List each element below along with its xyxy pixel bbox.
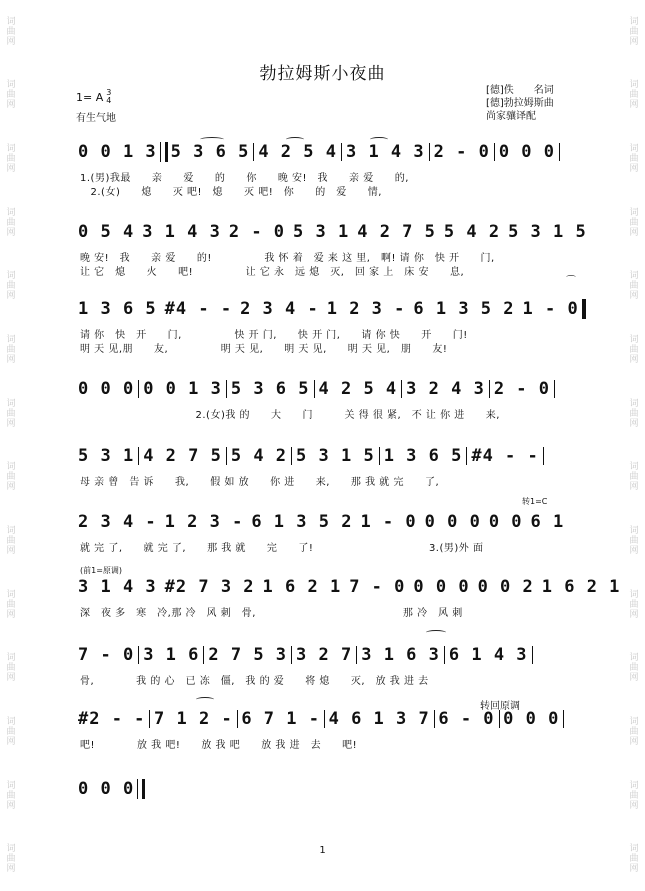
- barline: [203, 646, 204, 664]
- measure: 0 0 0: [424, 512, 481, 532]
- measure: 0 0 0: [413, 577, 470, 597]
- barline: [324, 710, 325, 728]
- measure: 1 2 3 -: [326, 299, 406, 319]
- barline: [559, 143, 560, 161]
- barline: [563, 710, 564, 728]
- measure: 0 0 1 3: [78, 142, 157, 162]
- barline: [291, 646, 292, 664]
- measure: 4 2 5 4: [258, 142, 337, 162]
- measure: 5 3 6 5: [170, 142, 250, 162]
- modulation-mark: 转回原调: [480, 701, 520, 712]
- watermark: 词 曲 网: [6, 144, 16, 175]
- lyric-line: 请 你 快 开 门, 快 开 门, 快 开 门, 请 你 快 开 门!: [80, 330, 468, 341]
- measure: 4 2 7 5: [143, 446, 222, 466]
- barline: [356, 646, 357, 664]
- measure: 1 - 0: [522, 299, 579, 319]
- measure: 5 3 1: [293, 222, 350, 242]
- measure: 1 3 6 5: [78, 299, 157, 319]
- barline: [489, 380, 490, 398]
- lyric-line: 吧! 放 我 吧! 放 我 吧 放 我 进 去 吧!: [80, 740, 358, 751]
- barline: [379, 447, 380, 465]
- watermark: 词 曲 网: [629, 335, 639, 366]
- barline: [429, 143, 430, 161]
- measure: 7 - 0: [78, 645, 135, 665]
- watermark: 词 曲 网: [6, 525, 16, 556]
- barline: [138, 447, 139, 465]
- composer-credit: [德]勃拉姆斯曲: [486, 98, 554, 109]
- end-barline: [582, 299, 586, 319]
- measure: 3 2 4 3: [406, 379, 485, 399]
- barline: [226, 447, 227, 465]
- lyric-line: 深 夜 多 寒 冷,那 冷 风 刺 骨, 那 冷 风 刺: [80, 608, 463, 619]
- right-watermark-strip: [623, 0, 645, 891]
- watermark: 词 曲 网: [629, 80, 639, 111]
- measure: 1 - 0: [360, 512, 417, 532]
- key-signature: [76, 89, 111, 105]
- translator-credit: 尚家骧译配: [486, 111, 536, 122]
- watermark: 词 曲 网: [6, 653, 16, 684]
- barline: [149, 710, 150, 728]
- lyric-line: 2.(女) 熄 灭 吧! 熄 灭 吧! 你 的 爱 情,: [80, 187, 382, 198]
- measure: 0 0 1 3: [143, 379, 222, 399]
- score-row: [78, 447, 568, 465]
- measure: #2 - -: [78, 709, 146, 729]
- slur-mark: [200, 137, 224, 142]
- measure: 6 1 3 5 2: [251, 512, 353, 532]
- watermark: 词 曲 网: [6, 589, 16, 620]
- measure: 7 - 0: [349, 577, 406, 597]
- lyric-line: 母 亲 曾 告 诉 我, 假 如 放 你 进 来, 那 我 就 完 了,: [80, 477, 440, 488]
- measure: 0 5 4: [78, 222, 135, 242]
- measure: 2 - 0: [433, 142, 490, 162]
- barline: [466, 447, 467, 465]
- watermark: 词 曲 网: [629, 16, 639, 47]
- measure: 5 4 2: [443, 222, 501, 242]
- watermark: 词 曲 网: [629, 653, 639, 684]
- watermark: 词 曲 网: [6, 716, 16, 747]
- time-top: 3: [106, 88, 112, 97]
- time-bottom: 4: [106, 96, 112, 105]
- lyric-line: 1.(男)我最 亲 爱 的 你 晚 安! 我 亲 爱 的,: [80, 173, 409, 184]
- watermark: 词 曲 网: [6, 780, 16, 811]
- score-row: [78, 577, 621, 597]
- barline: [401, 380, 402, 398]
- measure: 6 - 0: [438, 709, 495, 729]
- measure: 2 - 0: [493, 379, 550, 399]
- measure: 1 6 2 1: [541, 577, 621, 597]
- measure: 4 2 7 5: [357, 222, 436, 242]
- end-barline: [137, 779, 145, 799]
- measure: 1 2 3 -: [164, 512, 244, 532]
- watermark: 词 曲 网: [6, 335, 16, 366]
- watermark: 词 曲 网: [629, 780, 639, 811]
- lyric-line: 骨, 我 的 心 已 冻 僵, 我 的 爱 将 熄 灭, 放 我 进 去: [80, 676, 429, 687]
- measure: 5 3 1 5: [296, 446, 375, 466]
- barline: [237, 710, 238, 728]
- measure: 3 2 7: [296, 645, 353, 665]
- measure: 2 - 0: [228, 222, 286, 242]
- measure: 4 6 1 3 7: [328, 709, 430, 729]
- measure: 0 0: [488, 512, 523, 532]
- watermark: 词 曲 网: [629, 207, 639, 238]
- measure: 5 3 6 5: [230, 379, 310, 399]
- barline: [138, 646, 139, 664]
- slur-mark: [286, 137, 304, 142]
- credits: [486, 84, 554, 123]
- watermark: 词 曲 网: [629, 716, 639, 747]
- barline: [253, 143, 254, 161]
- watermark: 词 曲 网: [629, 844, 639, 875]
- score-row: [78, 380, 568, 398]
- measure: 5 4 2: [230, 446, 288, 466]
- lyricist-credit: [德]佚 名词: [486, 85, 554, 96]
- measure: 2 7 5 3: [208, 645, 288, 665]
- slur-mark: [426, 630, 446, 635]
- barline: [444, 646, 445, 664]
- left-watermark-strip: [0, 0, 22, 891]
- modulation-mark: 转1=C: [522, 497, 548, 506]
- watermark: 词 曲 网: [6, 271, 16, 302]
- slur-mark: [370, 137, 388, 142]
- measure: 0 0 2: [477, 577, 534, 597]
- measure: 6 7 1 -: [241, 709, 320, 729]
- watermark: 词 曲 网: [629, 144, 639, 175]
- watermark: 词 曲 网: [6, 16, 16, 47]
- score-row: [78, 513, 568, 531]
- slur-mark: [196, 697, 214, 702]
- lyric-line: 让 它 熄 火 吧! 让 它 永 远 熄 灭, 回 家 上 床 安 息,: [80, 267, 465, 278]
- watermark: 词 曲 网: [629, 525, 639, 556]
- key-label: 1= A: [76, 90, 104, 104]
- song-title: 勃拉姆斯小夜曲: [259, 64, 386, 84]
- fermata-icon: ⌒: [566, 276, 576, 287]
- measure: 7 1 2 -: [154, 709, 233, 729]
- measure: 3 1 4 3: [142, 222, 221, 242]
- watermark: 词 曲 网: [6, 462, 16, 493]
- barline: [554, 380, 555, 398]
- measure: 6 1 3 5 2: [413, 299, 515, 319]
- measure: #2 7 3 2: [164, 577, 255, 597]
- measure: 2 3 4 -: [78, 512, 157, 532]
- barline: [434, 710, 435, 728]
- measure: 0 0 0: [78, 779, 135, 799]
- measure: 2 3 4 -: [240, 299, 319, 319]
- measure: 4 2 5 4: [318, 379, 398, 399]
- barline: [291, 447, 292, 465]
- score-row: [78, 780, 568, 798]
- lyric-line: 明 天 见,朋 友, 明 天 见, 明 天 见, 明 天 见, 朋 友!: [80, 344, 448, 355]
- watermark: 词 曲 网: [6, 207, 16, 238]
- watermark: 词 曲 网: [629, 589, 639, 620]
- measure: 3 1 4 3: [345, 142, 425, 162]
- watermark: 词 曲 网: [629, 462, 639, 493]
- watermark: 词 曲 网: [6, 844, 16, 875]
- lyric-line: 就 完 了, 就 完 了, 那 我 就 完 了! 3.(男)外 面: [80, 543, 484, 554]
- barline: [494, 143, 495, 161]
- measure: #4 - -: [471, 446, 539, 466]
- barline: [341, 143, 342, 161]
- barline: [226, 380, 227, 398]
- score-row: [78, 646, 568, 664]
- tempo-marking: 有生气地: [76, 113, 116, 124]
- measure: 0 0 0: [78, 379, 135, 399]
- barline: [314, 380, 315, 398]
- measure: #4 - -: [164, 299, 233, 319]
- score-row: [78, 299, 579, 319]
- measure: 3 1 6: [143, 645, 200, 665]
- measure: 3 1 4 3: [78, 577, 157, 597]
- score-row: [78, 222, 587, 242]
- time-signature: [106, 89, 111, 105]
- measure: 5 3 1: [78, 446, 135, 466]
- measure: 6 1: [530, 512, 565, 532]
- score-row: [78, 710, 568, 728]
- measure: 1 6 2 1: [262, 577, 342, 597]
- measure: 6 1 4 3: [448, 645, 528, 665]
- barline: [160, 142, 168, 162]
- measure: 3 1 6 3: [361, 645, 440, 665]
- watermark: 词 曲 网: [629, 271, 639, 302]
- measure: 0 0 0: [503, 709, 560, 729]
- lyric-line: 晚 安! 我 亲 爱 的! 我 怀 着 爱 来 这 里, 啊! 请 你 快 开 门,: [80, 253, 495, 264]
- score-row: [78, 143, 568, 161]
- measure: 0 0 0: [498, 142, 555, 162]
- watermark: 词 曲 网: [629, 398, 639, 429]
- measure: 1 3 6 5: [383, 446, 463, 466]
- lyric-line: 2.(女)我 的 大 门 关 得 很 紧, 不 让 你 进 来,: [80, 410, 500, 421]
- barline: [499, 710, 500, 728]
- watermark: 词 曲 网: [6, 398, 16, 429]
- watermark: 词 曲 网: [6, 80, 16, 111]
- page-number: 1: [319, 845, 326, 856]
- barline: [138, 380, 139, 398]
- measure: 5 3 1 5: [508, 222, 587, 242]
- barline: [543, 447, 544, 465]
- modulation-mark: (前1=原调): [80, 566, 123, 575]
- barline: [532, 646, 533, 664]
